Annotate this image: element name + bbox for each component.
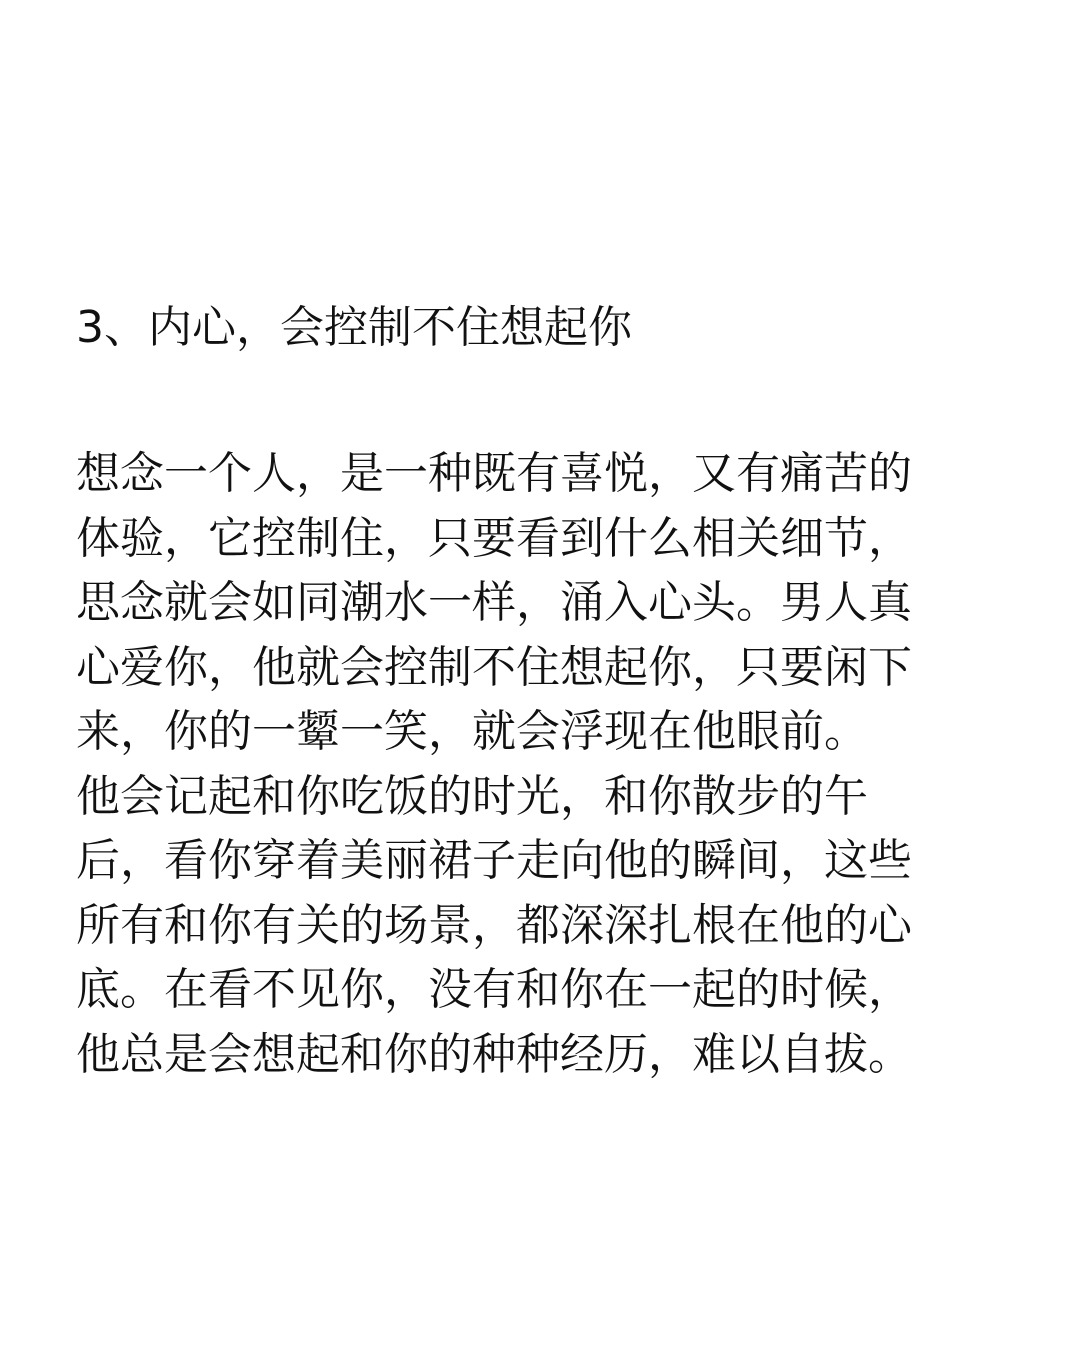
section-heading: 3、内心，会控制不住想起你 (76, 302, 632, 353)
paragraph-line: 底。在看不见你，没有和你在一起的时候， (76, 964, 912, 1015)
paragraph-line: 想念一个人，是一种既有喜悦，又有痛苦的 (76, 448, 912, 499)
paragraph-line: 他总是会想起和你的种种经历，难以自拔。 (76, 1028, 912, 1080)
paragraph-line: 所有和你有关的场景，都深深扎根在他的心 (76, 899, 912, 951)
paragraph-line: 思念就会如同潮水一样，涌入心头。男人真 (76, 577, 912, 628)
paragraph-line: 他会记起和你吃饭的时光，和你散步的午 (76, 770, 868, 822)
paragraph-line: 体验，它控制住，只要看到什么相关细节， (76, 512, 912, 564)
paragraph-line: 心爱你，他就会控制不住想起你，只要闲下 (76, 641, 912, 693)
paragraph-line: 来，你的一颦一笑，就会浮现在他眼前。 (76, 706, 868, 757)
body-paragraph (76, 442, 1016, 1087)
paragraph-line: 后，看你穿着美丽裙子走向他的瞬间，这些 (76, 835, 912, 886)
